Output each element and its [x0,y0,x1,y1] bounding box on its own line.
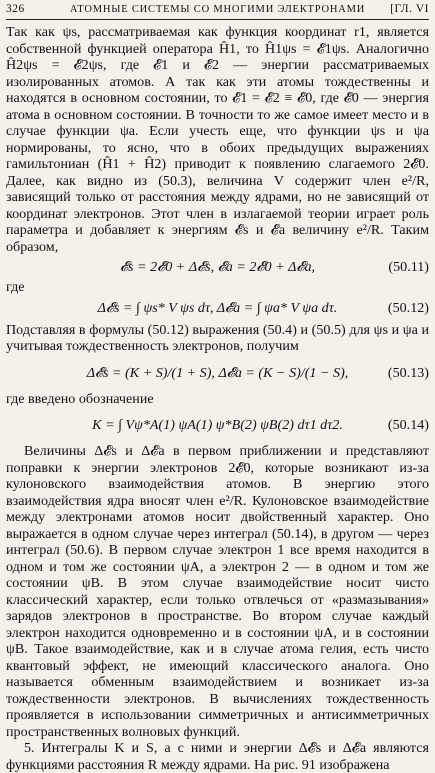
page-number: 326 [6,3,25,15]
equation-formula: K = ∫ Vψ*A(1) ψA(1) ψ*B(2) ψB(2) dτ1 dτ2. [92,417,343,433]
equation-50-12 [6,296,429,320]
paragraph-1: Так как ψs, рассматриваемая как функция координат r1, является собственной функцией оператора Ĥ1, то Ĥ1ψs = 𝓔1ψs. Аналогично Ĥ2ψs = 𝓔2ψs, где 𝓔1 и 𝓔2 — энергии рассматриваемых изолированных атомов. А так как эти атомы тождественны и находятся в основном состоянии, то 𝓔1 = 𝓔2 ≡ 𝓔0, где 𝓔0 — энергия атома в основном состоянии. В точности то же самое имеет место и в случае функции ψa. Если учесть еще, что функции ψs и ψa нормированы, то ясно, что в обоих предыдущих выражениях гамильтониан (Ĥ1 + Ĥ2) приводит к появлению слагаемого 2𝓔0. Далее, как видно из (50.3), величина V содержит член e²/R, зависящий только от расстояния между ядрами, но не зависящий от координат электронов. Этот член в излагаемой теории играет роль параметра и добавляет к энергиям 𝓔s и 𝓔a величину e²/R. Таким образом, [6,24,429,255]
where-introduced-label: где введено обозначение [6,390,154,407]
text-body [6,24,429,773]
chapter-label: [ГЛ. VI [390,3,429,15]
equation-formula: Δ𝓔s = (K + S)/(1 + S), Δ𝓔a = (K − S)/(1 − S), [86,364,349,381]
paragraph-4: 5. Интегралы K и S, а с ними и энергии Δ𝓔s и Δ𝓔a являются функциями расстояния R между ядрами. На рис. 91 изображена [6,740,429,773]
equation-50-14 [6,407,429,443]
equation-formula: 𝓔s = 2𝓔0 + Δ𝓔s, 𝓔a = 2𝓔0 + Δ𝓔a, [119,259,316,275]
running-header [6,3,429,17]
paragraph-2: Подставляя в формулы (50.12) выражения (50.4) и (50.5) для ψs и ψa и учитывая тождественность электронов, получим [6,321,429,354]
equation-number: (50.12) [387,299,429,316]
equation-number: (50.11) [388,259,429,275]
equation-50-11 [6,255,429,279]
where-label: где [6,279,25,295]
running-title: АТОМНЫЕ СИСТЕМЫ СО МНОГИМИ ЭЛЕКТРОНАМИ [69,4,366,15]
equation-number: (50.14) [387,417,429,433]
equation-formula: Δ𝓔s = ∫ ψs* V ψs dτ, Δ𝓔a = ∫ ψa* V ψa dτ. [97,299,338,316]
equation-number: (50.13) [387,364,429,381]
paragraph-3: Величины Δ𝓔s и Δ𝓔a в первом приближении и представляют поправки к энергии электронов 2𝓔0, которые возникают из-за кулоновского взаимодействия атомов. В энергию этого взаимодействия ядра вносят член e²/R. Кулоновское взаимодействие между электронами атомов носит двойственный характер. Оно выражается в одном случае через интеграл (50.14), в другом — через интеграл (50.6). В первом случае электрон 1 все время находится в одном и том же состоянии ψA, а электрон 2 — в одном и том же состоянии ψB. В этом случае взаимодействие носит чисто классический характер, если только отвлечься от «размазывания» зарядов электронов в пространстве. Во втором случае каждый электрон находится одновременно и в состоянии ψA, и в состоянии ψB. Такое взаимодействие, как и в случае атома гелия, есть чисто квантовый эффект, не имеющий классического аналога. Оно называется обменным взаимодействием и возникает из-за тождественности электронов. В вычислениях тождественность проявляется в использовании симметричных и антисимметричных пространственных волновых функций. [6,443,429,740]
equation-50-13 [6,355,429,391]
header-rule [6,19,429,20]
